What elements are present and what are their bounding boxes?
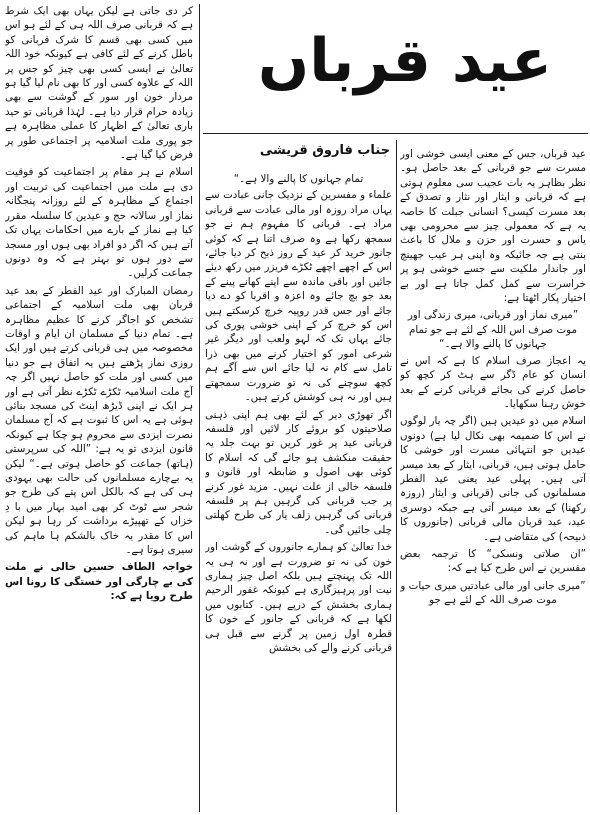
article-column-left — [5, 4, 193, 811]
paragraph: اسلام نے ہر مقام پر اجتماعیت کو فوقیت دی ہے ملت میں اجتماعیت کی تربیت اور اجتماع کے مظاہرہ کے لئے روزانہ پنجگانہ نماز اور سالانہ حج و عیدین کا سلسلہ مقرر کیا ہے نماز کے بارے میں احکامات یہاں تک آتے ہیں کہ اگر دو افراد بھی ہوں اور مسجد سے دور ہوں تو بہتر ہے کہ وہ دونوں جماعت کرلیں۔ — [5, 166, 193, 280]
paragraph: علماء و مفسرین کے نزدیک جانی عبادت سے یہاں مراد روزہ اور مالی عبادت سے قربانی مراد ہے۔ قربانی کا مفہوم ہم نے جو سمجھ رکھا ہے وہ صرف اتنا ہے کہ کوئی جانور خرید کر عید کے روز ذبح کر دیا جائے، اس کے اچھے اچھے ٹکڑے فریزر میں رکھ دیئے جائیں اور باقی ماندہ سے اپنے کھانے پینے کے بعد جو بچ جائے وہ اعزہ و اقربا کو دے دیا جائے اور جس قدر روپیہ خرچ کرسکتے ہیں اس کو خرچ کر کے اپنی خوشی پوری کی جائے یہاں تک کہ لہو ولعب اور دیگر غیر شرعی امور کو اختیار کرنے میں بھی ذرا تامل سے کام نہ لیا جائے اس سے آگے ہم کچھ سوچنے کی نہ تو ضرورت سمجھتے ہیں اور نہ ہی کوشش کرتے ہیں۔ — [205, 189, 392, 404]
paragraph: کر دی جاتی ہے لیکن یہاں بھی ایک شرط ہے کہ قربانی صرف اللہ ہی کے لئے ہو اس میں کسی بھی قسم کا شرک قربانی کو باطل کرنے کے لئے کافی ہے کیونکہ خود اللہ تعالیٰ نے ایسی کسی بھی چیز کو جس پر اللہ کے علاوہ کسی اور کا بھی نام لیا گیا ہو مردار خون اور سور کے گوشت سے بھی زیادہ حرام قرار دیا ہے۔ لہٰذا قربانی تو حید باری تعالیٰ کے اظہار کا عملی مظاہرہ ہے جو پوری ملت اسلامیہ پر اجتماعی طور پر فرض کیا گیا ہے۔ — [5, 5, 193, 162]
paragraph: خدا تعالیٰ کو ہمارے جانوروں کے گوشت اور خون کی نہ تو ضرورت ہے اور نہ ہی یہ اللہ تک پہنچتے ہیں بلکہ اصل چیز ہماری نیت اور پرہیزگاری ہے کیونکہ غفور الرحیم ہماری بخشش کے درپے ہیں۔ کتابوں میں لکھا ہے کہ قربانی کے جانور کے خون کا قطرہ اول زمین پر گرنے سے قبل ہی قربانی کرنے والے کی بخشش — [205, 541, 392, 654]
paragraph: اگر تھوڑی دیر کے لئے بھی ہم اپنی ذہنی صلاحیتوں کو بروئے کار لائیں اور فلسفہ قربانی عید پر غور کریں تو بہت جلد یہ حقیقت منکشف ہو جائے گی کہ اسلام کا کوئی بھی اصول و ضابطہ اور قانون و فلسفہ خالی از علت نہیں۔ مزید غور کرنے پر جب قربانی کی گرہیں ہم پر فلسفہ قربانی کی گرہیں زلف یار کی طرح کھلتی چلی جائیں گی۔ — [205, 408, 392, 536]
quote: ”میری نماز اور قربانی، میری زندگی اور موت صرف اس اللہ کے لئے ہے جو تمام جہانوں کا پالنے والا ہے۔“ — [407, 309, 579, 351]
article-title: عید قرباں — [258, 26, 552, 96]
column-divider-right — [396, 140, 397, 812]
paragraph: ”ان صلاتی ونسکی“ کا ترجمہ بعض مفسرین نے اس طرح کیا ہے کہ: — [400, 547, 586, 575]
paragraph: عید قرباں، جس کے معنی ایسی خوشی اور مسرت سے جو قربانی کے بعد حاصل ہو۔ نظر بظاہر یہ بات عجیب سی معلوم ہوتی ہے کہ قربانی و ایثار اور نثار و تصدق کے بعد مسرت کیسی؟ انسانی جبلت کا خاصہ یہ ہے کہ معمولی چیز سے محرومی بھی یاس و حسرت اور حزن و ملال کا باعث بنتی ہے جہ جائیکہ وہ اپنی ہر عیب جھینچ اور جاندار ملکیت سے جسے خوشی ہو پر خراسرت سے کمل کمل جاتا ہے اور بے اختیار پکار اٹھتا ہے: — [400, 148, 586, 305]
column-divider-left — [199, 4, 200, 812]
article-byline: جناب فاروق قریشی — [259, 143, 390, 158]
article-column-right — [400, 147, 586, 811]
paragraph: یہ اعجاز صرف اسلام کا ہے کہ اس نے انسان کو عام ڈگر سے ہٹ کر کچھ کو حاصل کرنے کی بجائے قربانی کرنے کے بعد خوش رہنا سکھایا۔ — [400, 354, 586, 410]
paragraph: رمضان المبارک اور عید الفطر کے بعد عید قربان بھی ملت اسلامیہ کے اجتماعی تشخص کو اجاگر کرنے کا عظیم مظاہرہ ہے۔ تمام دنیا کے مسلمان ان ایام و اوقات مخصوصہ میں ہی قربانی کرتے ہیں اور ایک روزی نماز پڑھتے ہیں یہ اتفاق ہے جو دنیا میں کسی اور ملت کو حاصل نہیں اگر چہ آج ملت اسلامیہ ٹکڑے ٹکڑے نظر آتی ہے اور ہر ایک نے اپنی ڈیڑھ اینٹ کی مسجد بنائی ہوئی ہے یہ اس کا ثبوت ہے کہ آج مسلمان نصرت ایزدی سے محروم ہو چکا ہے کیونکہ قانون ایزدی تو یہ ہے: ”اللہ کی سرپرستی (ہاتھ) جماعت کو حاصل ہوتی ہے۔“ لیکن یہ بےچارے مسلمانوں کی حالت بھی یہودی ہی کی ہے کہ بالکل اس پتے کی طرح جو شجر سے ٹوٹ کر بھی امید بہار میں با دِ خزاں کے تھپیڑے برداشت کر رہا ہو لیکن اس کا مقدر یہ خاک بالشکم ہا ماہم کی سیری ہوتا ہے۔ — [5, 284, 193, 557]
quote: تمام جہانوں کا پالنے والا ہے۔“ — [233, 173, 364, 185]
paragraph: اسلام میں دو عیدیں ہیں (اگر چہ یار لوگوں نے اس کا ضمیمہ بھی نکال لیا ہے) دونوں عیدیں جو انتہائی مسرت اور خوشی کا حامل ہوتی ہیں، قربانی، ایثار کے بعد میسر آتی ہیں۔ پہلی عید یعنی عید الفطر مسلمانوں کی جانی (قربانی و ایثار (روزہ رکھنا) کے بعد میسر آتی ہے جبکہ دوسری عید، عید قربان مالی قربانی (جانوروں کا ذبیحہ) کی متقاضی ہے۔ — [400, 415, 586, 543]
article-column-middle — [205, 170, 392, 811]
quote: ”میری جانی اور مالی عبادتیں میری حیات و موت صرف اللہ کے لئے ہے جو — [400, 579, 586, 607]
title-divider — [203, 133, 588, 134]
paragraph: خواجہ الطاف حسین حالی نے ملت کی بے چارگی اور خستگی کا رونا اس طرح رویا ہے کہ: — [5, 561, 193, 603]
